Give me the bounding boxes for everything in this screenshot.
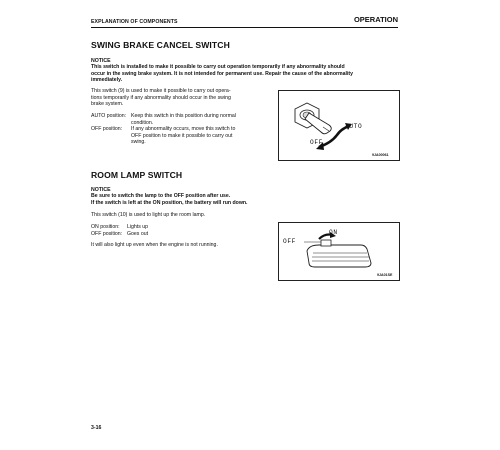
page-number: 3-16 (91, 425, 102, 431)
auto-position-label: AUTO position: (91, 113, 127, 119)
off-position-label-lamp: OFF position: (91, 231, 123, 237)
notice-heading-room-lamp: NOTICE (91, 187, 111, 193)
figure-label-off: OFF (310, 139, 323, 146)
auto-position-text (131, 113, 236, 126)
room-lamp-extra-note: It will also light up even when the engine is not running. (91, 242, 218, 248)
auto-line: condition. (131, 119, 154, 126)
room-lamp-description: This switch (10) is used to light up the room lamp. (91, 212, 206, 218)
body-line: brake system. (91, 101, 124, 108)
on-position-entry (91, 224, 191, 231)
section-title-swing-brake: SWING BRAKE CANCEL SWITCH (91, 40, 230, 50)
toggle-switch-illustration (279, 91, 399, 160)
running-header-chapter: OPERATION (353, 15, 398, 24)
body-line: tions temporarily if any abnormality should occur in the swing (91, 94, 231, 101)
body-line: This switch (9) is used to make it possible to carry out opera- (91, 88, 231, 94)
header-rule (91, 27, 398, 28)
figure-room-lamp-switch (278, 222, 400, 281)
room-lamp-illustration (279, 223, 399, 280)
off-position-entry-lamp (91, 231, 191, 238)
off-line: If any abnormality occurs, move this switch to (131, 126, 236, 132)
notice-line: Be sure to switch the lamp to the OFF position after use. (91, 193, 231, 199)
off-position-text-lamp: Goes out (127, 231, 149, 237)
notice-body-swing (91, 64, 401, 84)
figure-label-on: ON (329, 229, 338, 236)
on-position-label: ON position: (91, 224, 120, 230)
notice-line: immediately. (91, 77, 123, 84)
notice-line: This switch is installed to make it possible to carry out operation temporarily if any abnormality should (91, 64, 345, 70)
figure-label-off-lamp: OFF (283, 238, 296, 245)
off-line: OFF position to make it possible to carry out (131, 132, 233, 139)
notice-line: occur in the swing brake system. It is not intended for permanent use. Repair the cause of the abnormality (91, 70, 354, 77)
auto-line: Keep this switch in this position during normal (131, 113, 236, 119)
figure-swing-brake-switch (278, 90, 400, 161)
off-position-label: OFF position: (91, 126, 123, 132)
off-line: swing. (131, 139, 146, 146)
notice-heading-swing: NOTICE (91, 58, 111, 64)
figure-label-auto: AUTO (345, 123, 363, 130)
figure-code: 9JA00061 (372, 153, 389, 157)
running-header-section: EXPLANATION OF COMPONENTS (91, 19, 178, 25)
auto-position-entry (91, 113, 276, 127)
notice-body-room-lamp (91, 193, 391, 206)
section-title-room-lamp: ROOM LAMP SWITCH (91, 170, 183, 180)
swing-brake-description (91, 88, 271, 108)
on-position-text: Lights up (127, 224, 149, 230)
figure-code-lamp: 9JA01SE (377, 273, 393, 277)
notice-line: If the switch is left at the ON position, the battery will run down. (91, 199, 248, 206)
off-position-entry (91, 126, 276, 147)
off-position-text (131, 126, 235, 146)
